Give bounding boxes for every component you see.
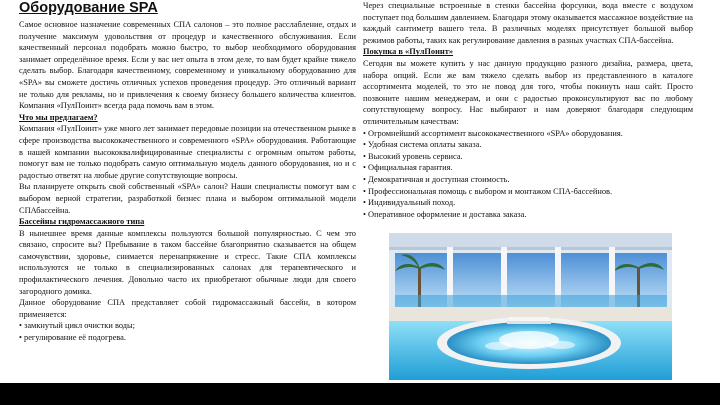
offer-paragraph-2: Вы планируете открыть свой собственный «SPA» салон? Наши специалисты помогут вам с выбором верной стратегии, разработкой бизнес плана и выбором оптимальной модели СПАбассейна.	[19, 182, 356, 215]
bottom-black-bar	[0, 383, 720, 405]
list-item: • Удобная система оплаты заказа.	[363, 139, 693, 151]
hydro-paragraph-2: Данное оборудование СПА представляет собой гидромассажный бассейн, в котором применяется:	[19, 298, 356, 319]
hydro-heading: Бассейны гидромассажного типа	[19, 217, 145, 227]
right-column	[363, 0, 693, 220]
list-item: • регулирование её подогрева.	[19, 332, 356, 344]
right-intro-paragraph: Через специальные встроенные в стенки бассейна форсунки, вода вместе с воздухом поступает под большим давлением. Благодаря этому оказывается массажное воздействие на каждый сантиметр вашего тела. В различных моделях присутствует большой выбор режимов работы, таких как регулирование давления в разных участках СПА-бассейна.	[363, 1, 693, 45]
intro-paragraph: Самое основное назначение современных СПА салонов – это полное расслабление, отдых и получение максимум удовольствия от процедур и качественного обслуживания. Если качественный персонал подобрать можно быстро, то выбор необходимого оборудования занимает определённое время. Если у вас нет опыта в этом деле, то вам будет крайне тяжело сделать выбор. Благодаря качественному, современному и уникальному оборудованию для «SPA» вы сможете достичь отличных успехов проведения процедур. Это отличный вариант не только для рекламы, но и привлечения к своему бизнесу большего количества клиентов. Компания «ПулПоинт» всегда рада помочь вам в этом.	[19, 20, 356, 111]
hydro-paragraph-1: В нынешнее время данные комплексы пользуются большой популярностью. С чем это связано, спросите вы? Пребывание в таком бассейне благоприятно сказывается на общем самочувствии, здоровье, снимается перенапряжение и стресс. Такие СПА комплексы используются не только в специализированных салонах для терапевтического и профилактического лечения. Довольно часто их приобретают обычные люди для своего загородного домика.	[19, 228, 356, 296]
list-item: • Высокий уровень сервиса.	[363, 151, 693, 163]
list-item: • замкнутый цикл очистки воды;	[19, 320, 356, 332]
page-title: Оборудование SPA	[19, 0, 158, 16]
left-column	[19, 0, 356, 344]
spa-pool-photo	[389, 233, 672, 380]
hydro-list	[19, 320, 356, 343]
purchase-paragraph: Сегодня вы можете купить у нас данную продукцию разного дизайна, размера, цвета, набора опций. Если же вам тяжело сделать выбор из представленного в каталоге ассортимента моделей, то это не повод для того, чтобы покинуть наш сайт. Просто позвоните нашим менеджерам, и они с радостью проконсультируют вас по любому сопутствующему вопросу. Нас выбирают и нам доверяют благодаря следующим отличительным качествам:	[363, 58, 693, 126]
list-item: • Оперативное оформление и доставка заказа.	[363, 209, 693, 221]
list-item: • Профессиональная помощь с выбором и монтажом СПА-бассейнов.	[363, 186, 693, 198]
advantages-list	[363, 128, 693, 221]
list-item: • Огромнейший ассортимент высококачественного «SPA» оборудования.	[363, 128, 693, 140]
list-item: • Демократичная и доступная стоимость.	[363, 174, 693, 186]
offer-paragraph-1: Компания «ПулПоинт» уже много лет занимает передовые позиции на отечественном рынке в сфере производства высококачественного и современного «SPA» оборудования. Работающие в нашей компании высококвалифицированные специалисты с огромным опытом работы, помогут вам не только подобрать самую оптимальную модель данного оборудования, но и с радостью ответят на любые другие сопутствующие вопросы.	[19, 124, 356, 180]
offer-heading: Что мы предлагаем?	[19, 112, 98, 122]
list-item: • Индивидуальный поход.	[363, 197, 693, 209]
list-item: • Официальная гарантия.	[363, 162, 693, 174]
purchase-heading: Покупка в «ПулПоинт»	[363, 47, 454, 57]
